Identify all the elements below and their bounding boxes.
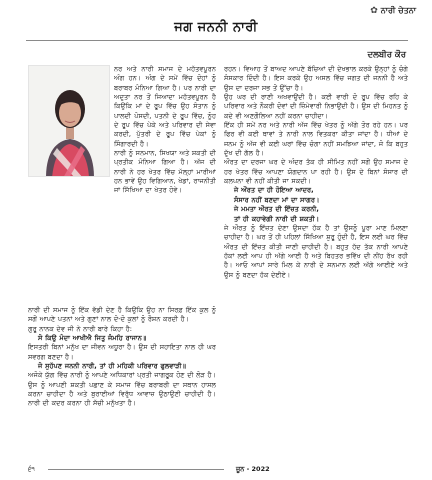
verse-line: ਤਾਂ ਹੀ ਕਹਾਵੇਗੀ ਨਾਰੀ ਦੀ ਸ਼ਕਤੀ।	[234, 214, 320, 223]
column-1-bottom-text	[28, 306, 216, 458]
verse-line: ਜੇ ਮਮਤਾ ਔਰਤ ਦੀ ਇੱਜ਼ਤ ਕਰਨੀ,	[234, 205, 319, 214]
verse-line: ਜੇ ਔਰਤ ਦਾ ਹੀ ਹੋਇਆ ਆਦਰ,	[234, 186, 314, 195]
author-name: ਦਲਬੀਰ ਕੌਰ	[367, 50, 406, 60]
paragraph: ਜੇ ਔਰਤ ਨੂੰ ਇੱਜ਼ਤ ਦੇਣਾ ਉਸਦਾ ਹੱਕ ਹੈ ਤਾਂ ਉਸਨੂੰ ਪੂਰਾ ਮਾਣ ਮਿਲਣਾ ਚਾਹੀਦਾ ਹੈ। ਘਰ ਤੋਂ ਹੀ ਪਹਿਲਾਂ ਸਿੱਖਿਆ ਸ਼ੁਰੂ ਹੁੰਦੀ ਹੈ, ਇਸ ਲਈ ਘਰ ਵਿੱਚ ਔਰਤ ਦੀ ਇੱਜ਼ਤ ਕੀਤੀ ਜਾਣੀ ਚਾਹੀਦੀ ਹੈ। ਬਹੁਤ ਹੱਦ ਤੱਕ ਨਾਰੀ ਆਪਣੇ ਹੱਕਾਂ ਲਈ ਆਪ ਹੀ ਅੱਗੇ ਆਈ ਹੈ ਅਤੇ ਬਿਹਤਰ ਭਵਿੱਖ ਦੀ ਨੀਂਹ ਰੱਖ ਰਹੀ ਹੈ। ਆਓ ਆਪਾਂ ਸਾਰੇ ਮਿਲ ਕੇ ਨਾਰੀ ਦੇ ਸਨਮਾਨ ਲਈ ਅੱਗੇ ਆਈਏ ਅਤੇ ਉਸ ਨੂੰ ਬਣਦਾ ਹੱਕ ਦੇਈਏ।	[224, 223, 408, 279]
page-number: ੬੧	[28, 465, 35, 473]
paragraph: ਇਸਤਰੀ ਬਿਨਾਂ ਮਨੁੱਖ ਦਾ ਜੀਵਨ ਅਧੂਰਾ ਹੈ। ਉਸ ਦੀ ਸਹਾਇਤਾ ਨਾਲ ਹੀ ਘਰ ਸਵਰਗ ਬਣਦਾ ਹੈ।	[28, 343, 216, 361]
paragraph: ਰਹਨ। ਵਿਆਹ ਤੋਂ ਬਾਅਦ ਆਪਣੇ ਬੱਚਿਆਂ ਦੀ ਦੇਖਭਾਲ ਕਰਕੇ ਉਨ੍ਹਾਂ ਨੂੰ ਚੰਗੇ ਸੰਸਕਾਰ ਦਿੰਦੀ ਹੈ। ਇਸ ਕਰਕੇ ਉਹ ਅਸਲ ਵਿੱਚ ਜਗਤ ਦੀ ਜਨਨੀ ਹੈ ਅਤੇ ਉਸ ਦਾ ਦਰਜਾ ਸਭ ਤੋਂ ਉੱਚਾ ਹੈ।	[224, 65, 408, 92]
verse-quote: ਜੋ ਸੁਹੱਪਣ ਜਨਨੀ ਨਾਰੀ, ਤਾਂ ਹੀ ਮਹਿਕੀ ਪਰਿਵਾਰ ਫੁਲਵਾੜੀ॥	[38, 362, 186, 371]
article-title: ਜਗ ਜਨਨੀ ਨਾਰੀ	[174, 20, 258, 35]
issue-month: ਜੂਨ - 2022	[236, 465, 270, 473]
paragraph: ਅਜੋਕੇ ਯੁੱਗ ਵਿੱਚ ਨਾਰੀ ਨੂੰ ਆਪਣੇ ਅਧਿਕਾਰਾਂ ਪ੍ਰਤੀ ਜਾਗਰੂਕ ਹੋਣ ਦੀ ਲੋੜ ਹੈ। ਉਸ ਨੂੰ ਆਪਣੀ ਸ਼ਕਤੀ ਪਛਾਣ ਕੇ ਸਮਾਜ ਵਿੱਚ ਬਰਾਬਰੀ ਦਾ ਸਥਾਨ ਹਾਸਲ ਕਰਨਾ ਚਾਹੀਦਾ ਹੈ ਅਤੇ ਬੁਰਾਈਆਂ ਵਿਰੁੱਧ ਆਵਾਜ਼ ਉਠਾਉਣੀ ਚਾਹੀਦੀ ਹੈ। ਨਾਰੀ ਦੀ ਕਦਰ ਕਰਨਾ ਹੀ ਸੱਚੀ ਮਨੁੱਖਤਾ ਹੈ।	[28, 371, 216, 408]
paragraph: ਉਹ ਘਰ ਦੀ ਰਾਣੀ ਅਖਵਾਉਂਦੀ ਹੈ। ਕਈ ਵਾਰੀ ਦੋ ਰੂਪ ਵਿੱਚ ਰਹਿ ਕੇ ਪਰਿਵਾਰ ਅਤੇ ਨੌਕਰੀ ਦੋਵਾਂ ਦੀ ਜ਼ਿੰਮੇਵਾਰੀ ਨਿਭਾਉਂਦੀ ਹੈ। ਉਸ ਦੀ ਮਿਹਨਤ ਨੂੰ ਕਦੇ ਵੀ ਅਣਗੌਲਿਆ ਨਹੀਂ ਕਰਨਾ ਚਾਹੀਦਾ।	[224, 93, 408, 120]
paragraph: ਨਰ ਅਤੇ ਨਾਰੀ ਸਮਾਜ ਦੇ ਮਹੱਤਵਪੂਰਨ ਅੰਗ ਹਨ। ਅੰਗ ਦੇ ਸਮੇਂ ਵਿੱਚ ਦੋਹਾਂ ਨੂੰ ਬਰਾਬਰ ਮੰਨਿਆ ਗਿਆ ਹੈ। ਪਰ ਨਾਰੀ ਦਾ ਅਦੁਤਾ ਨਰ ਤੋਂ ਜਿਆਦਾ ਮਹੱਤਵਪੂਰਨ ਹੈ ਕਿਉਂਕਿ ਮਾਂ ਦੇ ਰੂਪ ਵਿੱਚ ਉਹ ਸੰਤਾਨ ਨੂੰ ਪਾਲਦੀ ਪੋਸਦੀ, ਪਤਨੀ ਦੇ ਰੂਪ ਵਿੱਚ, ਨੂੰਹ ਦੇ ਰੂਪ ਵਿੱਚ ਪੇਕੇ ਅਤੇ ਪਰਿਵਾਰ ਦੀ ਸੇਵਾ ਕਰਦੀ, ਪੁੱਤਰੀ ਦੇ ਰੂਪ ਵਿੱਚ ਪੇਕਾਂ ਨੂੰ ਸਿੰਗਾਰਦੀ ਹੈ।	[114, 65, 216, 148]
paragraph: ਔਰਤ ਦਾ ਦਰਜਾ ਘਰ ਦੇ ਅੰਦਰ ਤੱਕ ਹੀ ਸੀਮਿਤ ਨਹੀਂ ਸਗੋਂ ਉਹ ਸਮਾਜ ਦੇ ਹਰ ਖੇਤਰ ਵਿੱਚ ਆਪਣਾ ਯੋਗਦਾਨ ਪਾ ਰਹੀ ਹੈ। ਉਸ ਦੇ ਬਿਨਾਂ ਸੰਸਾਰ ਦੀ ਕਲਪਨਾ ਵੀ ਨਹੀਂ ਕੀਤੀ ਜਾ ਸਕਦੀ।	[224, 158, 408, 186]
column-1-top-text	[114, 65, 216, 301]
paragraph: ਇੱਕ ਹੀ ਸਮੇਂ ਨਰ ਅਤੇ ਨਾਰੀ ਅੱਜ ਵਿੱਚ ਖੇਤਰ ਨੂੰ ਅੱਗੇ ਤੋਰ ਰਹੇ ਹਨ। ਪਰ ਫਿਰ ਵੀ ਕਈ ਥਾਵਾਂ ਤੇ ਨਾਰੀ ਨਾਲ ਵਿਤਕਰਾ ਕੀਤਾ ਜਾਂਦਾ ਹੈ। ਧੀਆਂ ਦੇ ਜਨਮ ਨੂੰ ਅੱਜ ਵੀ ਕਈ ਘਰਾਂ ਵਿੱਚ ਚੰਗਾ ਨਹੀਂ ਸਮਝਿਆ ਜਾਂਦਾ, ਜੋ ਕਿ ਬਹੁਤ ਦੁੱਖ ਦੀ ਗੱਲ ਹੈ।	[224, 121, 408, 158]
paragraph: ਗੁਰੂ ਨਾਨਕ ਦੇਵ ਜੀ ਨੇ ਨਾਰੀ ਬਾਰੇ ਕਿਹਾ ਹੈ:	[28, 324, 132, 333]
title-divider	[26, 40, 408, 41]
paragraph: ਨਾਰੀ ਨੂੰ ਸਨਮਾਨ, ਸਿਖਯਾ ਅਤੇ ਸ਼ਕਤੀ ਦੀ ਪ੍ਰਤੀਕ ਮੰਨਿਆ ਗਿਆ ਹੈ। ਅੱਜ ਦੀ ਨਾਰੀ ਨੇ ਹਰ ਖੇਤਰ ਵਿੱਚ ਮੱਲ੍ਹਾਂ ਮਾਰੀਆਂ ਹਨ ਭਾਵੇਂ ਉਹ ਵਿਗਿਆਨ, ਖੇਡਾਂ, ਰਾਜਨੀਤੀ ਜਾਂ ਸਿੱਖਿਆ ਦਾ ਖੇਤਰ ਹੋਵੇ।	[114, 149, 216, 195]
section-name: ਨਾਰੀ ਚੇਤਨਾ	[380, 6, 416, 15]
section-header	[370, 6, 416, 16]
footer-divider	[48, 469, 224, 470]
column-2-text	[224, 65, 408, 457]
author-photo	[28, 65, 110, 177]
paragraph: ਨਾਰੀ ਦੀ ਸਮਾਜ ਨੂੰ ਇੱਕ ਵੱਡੀ ਦੇਣ ਹੈ ਕਿਉਂਕਿ ਉਹ ਨਾ ਸਿਰਫ਼ ਇੱਕ ਕੁਲ ਨੂੰ ਸਗੋਂ ਆਪਣੇ ਪਤਨਾਂ ਅਤੇ ਗੁਣਾਂ ਨਾਲ ਦੋ-ਦੋ ਕੁਲਾਂ ਨੂੰ ਰੌਸ਼ਨ ਕਰਦੀ ਹੈ।	[28, 306, 216, 324]
verse-quote: ਸੋ ਕਿਉ ਮੰਦਾ ਆਖੀਐ ਜਿਤੁ ਜੰਮਹਿ ਰਾਜਾਨ॥	[38, 334, 147, 343]
flower-ornament-icon: ✿	[370, 6, 378, 16]
verse-line: ਸੰਸਾਰ ਨਹੀਂ ਬਣਦਾ ਮਾਂ ਦਾ ਸਾਗਰ।	[234, 195, 320, 204]
page-footer	[0, 465, 432, 477]
